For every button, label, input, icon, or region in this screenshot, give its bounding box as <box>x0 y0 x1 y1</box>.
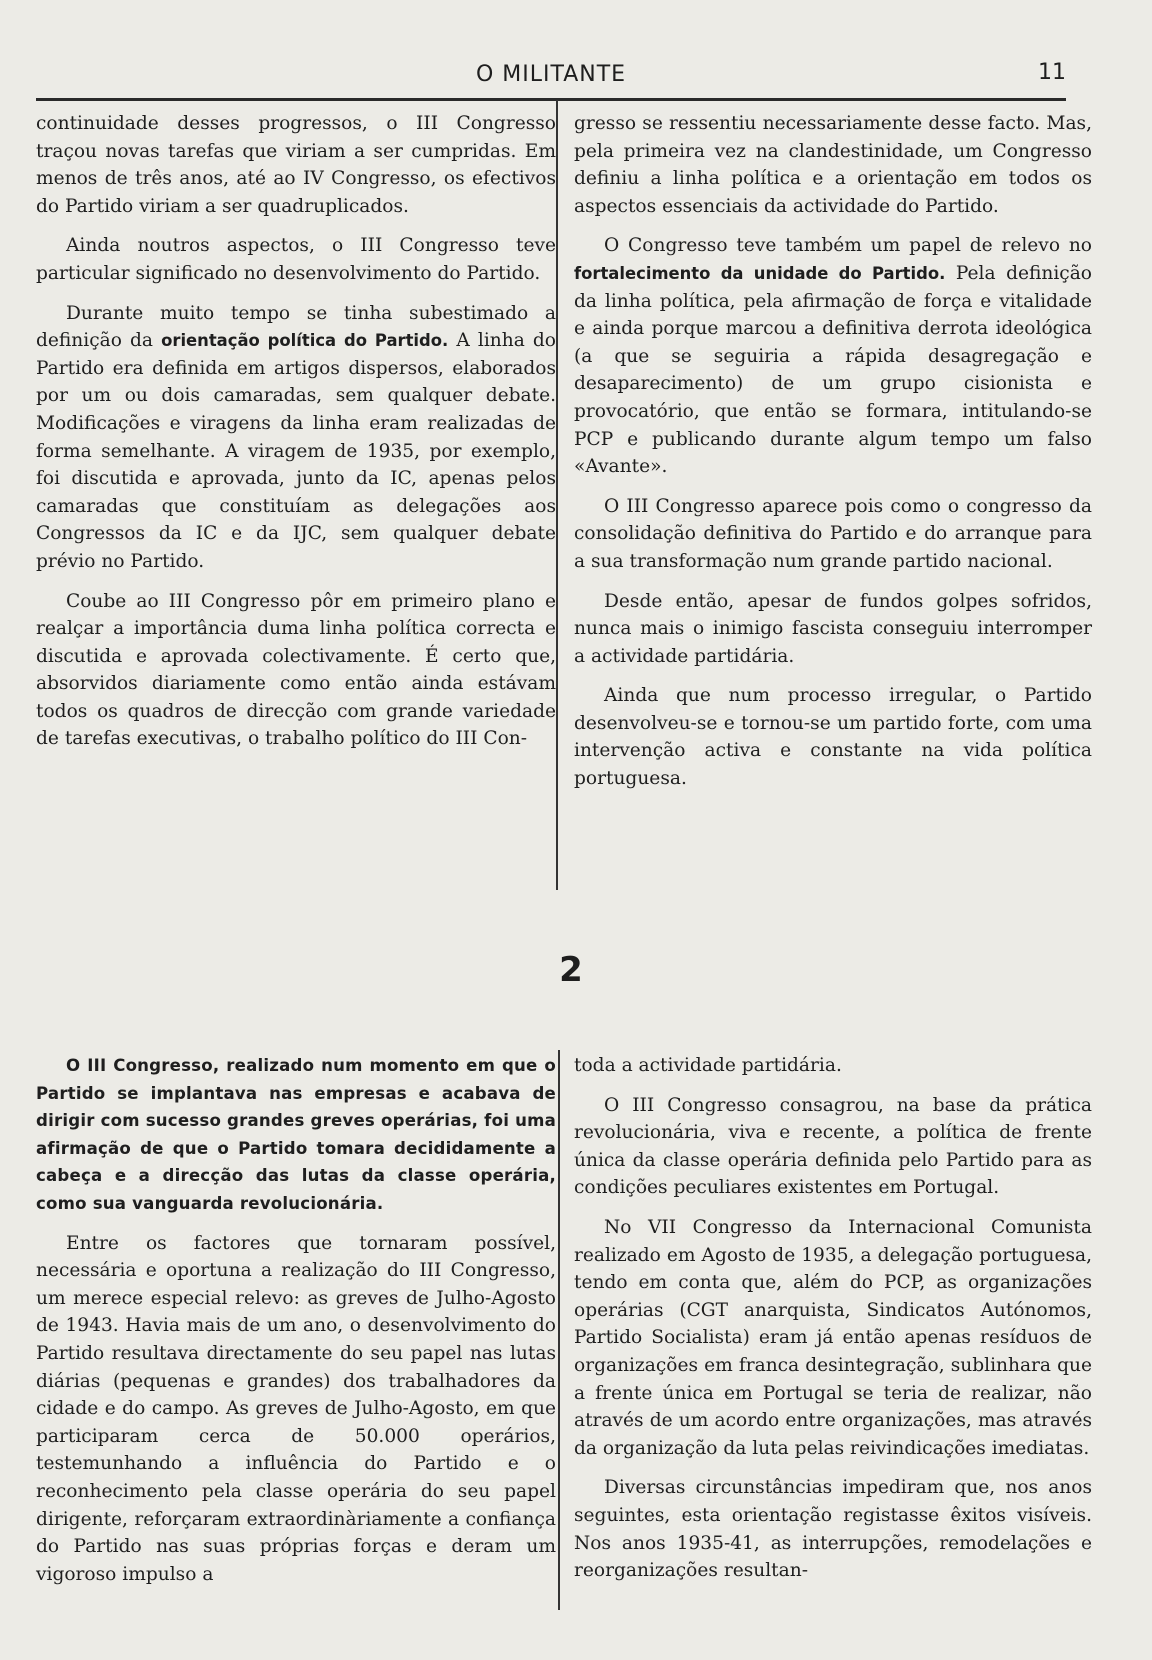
paragraph-text: Pela definição da linha política, pela afirmação de força e vitalidade e ainda porque marcou a definitiva derrota ideológica (a que se seguiria a rápida desagregação e desaparecimento) de um grupo cisionista e provocatório, que então se formara, intitulando-se PCP e publicando durante algum tempo um falso «Avante». <box>574 262 1092 478</box>
upper-right-column <box>574 110 1092 805</box>
column-divider-lower <box>558 1050 560 1610</box>
paragraph <box>574 232 1092 480</box>
paragraph-text: O Congresso teve também um papel de relevo no <box>604 235 1092 257</box>
paragraph: Ainda que num processo irregular, o Partido desenvolveu-se e tornou-se um partido forte, com uma intervenção activa e constante na vida política portuguesa. <box>574 685 1092 790</box>
column-divider-upper <box>556 100 558 890</box>
paragraph: O III Congresso, realizado num momento em que o Partido se implantava nas empresas e acabava de dirigir com sucesso grandes greves operárias, foi uma afirmação de que o Partido tomara decididamente a cabeça e a direcção das lutas da classe operária, como sua vanguarda revolucionária. <box>36 1056 556 1213</box>
paragraph: Ainda noutros aspectos, o III Congresso teve particular significado no desenvolvimento do Partido. <box>36 235 556 284</box>
paragraph: O III Congresso consagrou, na base da prática revolucionária, viva e recente, a política de frente única da classe operária definida pelo Partido para as condições peculiares existentes em Portugal. <box>574 1094 1092 1199</box>
paragraph: gresso se ressentiu necessariamente desse facto. Mas, pela primeira vez na clandestinidade, um Congresso definiu a linha política e a orientação em todos os aspectos essenciais da actividade do Partido. <box>574 113 1092 217</box>
paragraph: Desde então, apesar de fundos golpes sofridos, nunca mais o inimigo fascista conseguiu interromper a actividade partidária. <box>574 590 1092 667</box>
paragraph: Entre os factores que tornaram possível, necessária e oportuna a realização do III Congresso, um merece especial relevo: as greves de Julho-Agosto de 1943. Havia mais de um ano, o desenvolvimento do Partido resultava directamente do seu papel nas lutas diárias (pequenas e grandes) dos trabalhadores da cidade e do campo. As greves de Julho-Agosto, em que participaram cerca de 50.000 operários, testemunhando a influência do Partido e o reconhecimento pela classe operária do seu papel dirigente, reforçaram extraordinàriamente a confiança do Partido nas suas próprias forças e deram um vigoroso impulso a <box>36 1232 556 1585</box>
emphasis-text: orientação política do Partido. <box>161 331 449 351</box>
paragraph <box>36 300 556 576</box>
page-header <box>36 58 1066 101</box>
paragraph: continuidade desses progressos, o III Congresso traçou novas tarefas que viriam a ser cumpridas. Em menos de três anos, até ao IV Congresso, os efectivos do Partido viriam a ser quadruplicados. <box>36 113 556 217</box>
page-number: 11 <box>1038 60 1066 85</box>
paragraph: Coube ao III Congresso pôr em primeiro plano e realçar a importância duma linha política correcta e discutida e aprovada colectivamente. É certo que, absorvidos diariamente como então ainda estávam todos os quadros de direcção com grande variedade de tarefas executivas, o trabalho político do III Con- <box>36 590 556 750</box>
paragraph-text: A linha do Partido era definida em artigos dispersos, elaborados por um ou dois camaradas, sem qualquer debate. Modificações e viragens da linha eram realizadas de forma semelhante. A viragem de 1935, por exemplo, foi discutida e aprovada, junto da IC, apenas pelos camaradas que constituíam as delegações aos Congressos da IC e da IJC, sem qualquer debate prévio no Partido. <box>36 330 556 572</box>
paragraph: No VII Congresso da Internacional Comunista realizado em Agosto de 1935, a delegação portuguesa, tendo em conta que, além do PCP, as organizações operárias (CGT anarquista, Sindicatos Autónomos, Partido Socialista) eram já então apenas resíduos de organizações em franca desintegração, sublinhara que a frente única em Portugal se teria de realizar, não através de um acordo entre organizações, mas através da organização da luta pelas reivindicações imediatas. <box>574 1216 1092 1459</box>
paragraph-text: Durante muito tempo se tinha subestimado a definição da <box>36 302 556 352</box>
paragraph: toda a actividade partidária. <box>574 1055 842 1076</box>
paragraph: Diversas circunstâncias impediram que, nos anos seguintes, esta orientação registasse êxitos visíveis. Nos anos 1935-41, as interrupções, remodelações e reorganizações resultan- <box>574 1477 1092 1582</box>
section-number: 2 <box>559 950 583 990</box>
paragraph: O III Congresso aparece pois como o congresso da consolidação definitiva do Partido e do arranque para a sua transformação num grande partido nacional. <box>574 495 1092 572</box>
lower-right-column <box>574 1052 1092 1597</box>
emphasis-text: fortalecimento da unidade do Partido. <box>574 263 946 283</box>
publication-title: O MILITANTE <box>475 62 627 87</box>
lower-left-column <box>36 1052 556 1600</box>
upper-left-column <box>36 110 556 765</box>
